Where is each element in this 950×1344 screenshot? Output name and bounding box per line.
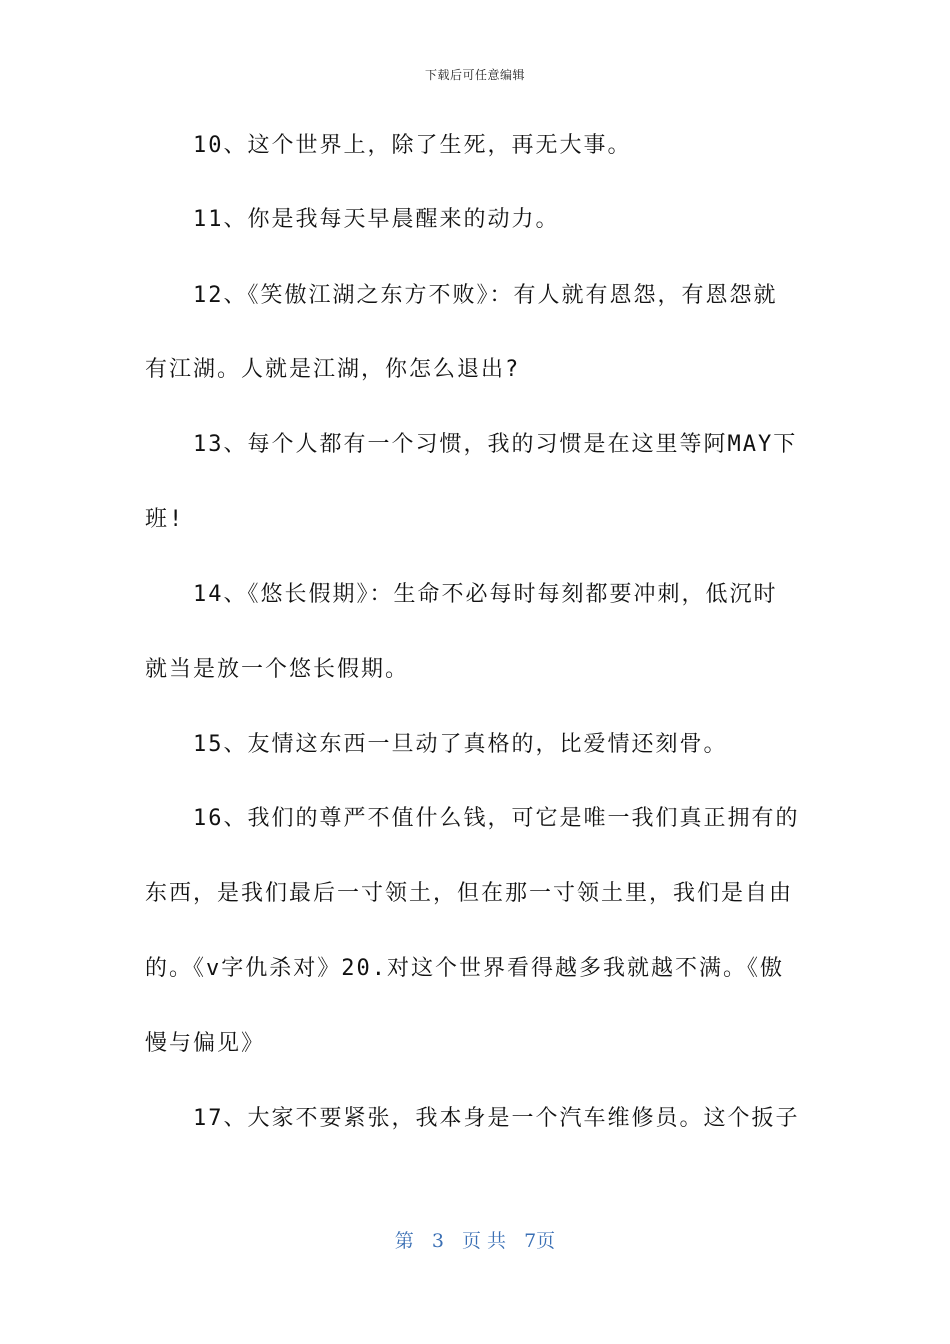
paragraph-line: 15、友情这东西一旦动了真格的，比爱情还刻骨。 xyxy=(193,732,728,757)
page-header: 下载后可任意编辑 xyxy=(424,68,525,82)
paragraph-line: 17、大家不要紧张，我本身是一个汽车维修员。这个扳子 xyxy=(193,1106,800,1131)
paragraph-line: 16、我们的尊严不值什么钱，可它是唯一我们真正拥有的 xyxy=(193,806,800,831)
paragraph-line: 12、《笑傲江湖之东方不败》：有人就有恩怨，有恩怨就 xyxy=(193,283,778,308)
paragraph-line: 班! xyxy=(145,507,185,532)
paragraph-line: 10、这个世界上，除了生死，再无大事。 xyxy=(193,133,632,158)
page-number xyxy=(0,1226,950,1253)
paragraph-line: 13、每个人都有一个习惯，我的习惯是在这里等阿MAY下 xyxy=(193,432,798,457)
paragraph-line: 有江湖。人就是江湖，你怎么退出? xyxy=(145,357,521,382)
paragraph-line: 14、《悠长假期》：生命不必每时每刻都要冲刺，低沉时 xyxy=(193,582,778,607)
paragraph-line: 东西，是我们最后一寸领土，但在那一寸领土里，我们是自由 xyxy=(145,881,794,906)
paragraph-line: 慢与偏见》 xyxy=(145,1031,266,1056)
paragraph-line: 的。《v字仇杀对》20.对这个世界看得越多我就越不满。《傲 xyxy=(145,956,784,981)
page-number-current: 3 xyxy=(431,1230,444,1252)
page-number-prefix: 第 xyxy=(394,1230,414,1252)
paragraph-line: 就当是放一个悠长假期。 xyxy=(145,657,410,682)
page-number-total: 7页 xyxy=(524,1230,556,1252)
page-number-middle: 页 共 xyxy=(462,1230,507,1252)
paragraph-line: 11、你是我每天早晨醒来的动力。 xyxy=(193,207,560,232)
